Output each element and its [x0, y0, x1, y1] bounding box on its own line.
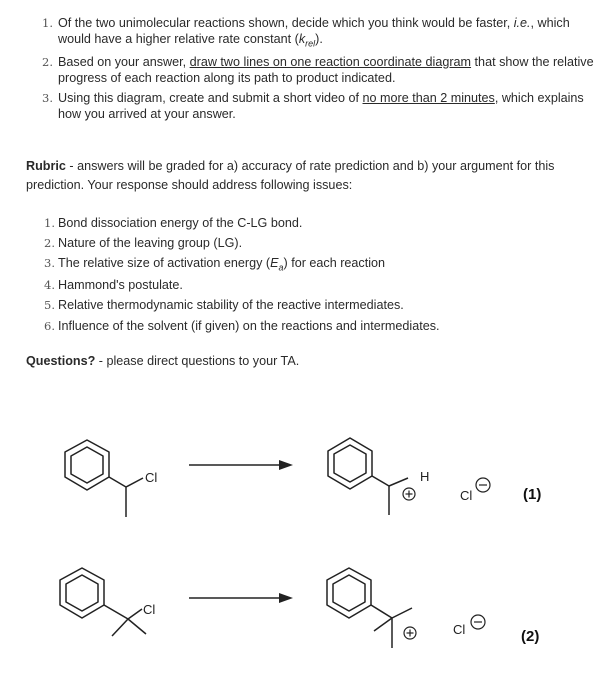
reaction1-cation-charge-icon [403, 488, 415, 500]
reaction2-cl-label: Cl [143, 602, 156, 617]
reaction1-product-structure [328, 438, 408, 515]
reaction1-label: (1) [523, 486, 542, 503]
instruction-number: 3. [42, 91, 53, 105]
reaction1-cl-label: Cl [145, 470, 158, 485]
reaction2-arrowhead [279, 593, 293, 603]
questions-text: - please direct questions to your TA. [95, 354, 300, 368]
rubric-text: - answers will be graded for a) accuracy of rate prediction and b) your argument for this prediction. Your response should address following issues: [26, 159, 555, 192]
reaction2-product-structure [327, 568, 412, 648]
worksheet-page: 1. Of the two unimolecular reactions shown, decide which you think would be faster, i.e., which would have a higher relative rate constant $(k_{rel})$. 2. Based on your answer, draw two lines on one reaction coordinate diagram that show the relative progress of each reaction along its path to product indicated. 3. Using this diagram, create and submit a short video of no more than 2 minutes, which explains how you arrived at your answer. Rubric - answers will be graded for a) accuracy of rate prediction and b) your argument for this prediction. Your response should address following issues: 1. Bond dissociation energy of the C-LG bond. 2. Nature of the leaving group (LG). 3. The relative size of activation energy $(E_a)$ for each reaction 4. Hammond's postulate. 5. Relative thermodynamic stability of the reactive intermediates. 6. Influence of the solvent (if given) on the reactions and intermediates. Questions? - please direct questions to your TA. Cl H Cl Cl Cl (1) (2) [0, 0, 605, 700]
reaction1-arrowhead [279, 460, 293, 470]
rubric-paragraph [26, 157, 591, 195]
reaction1-h-label: H [420, 469, 430, 484]
instruction-number: 1. [42, 16, 53, 30]
questions-label: Questions? [26, 354, 96, 368]
reaction2-reactant-structure [60, 568, 146, 636]
reaction1-reactant-structure [65, 440, 143, 517]
questions-line [26, 354, 299, 368]
rubric-label: Rubric [26, 159, 66, 173]
instruction-number: 2. [42, 55, 53, 69]
reaction1-chloride-label: Cl [460, 488, 473, 503]
reaction2-label: (2) [521, 628, 540, 645]
reaction2-chloride-charge-icon [471, 615, 485, 629]
reaction2-chloride-label: Cl [453, 622, 466, 637]
reaction2-cation-charge-icon [404, 627, 416, 639]
reaction-scheme [0, 410, 605, 700]
reaction1-chloride-charge-icon [476, 478, 490, 492]
